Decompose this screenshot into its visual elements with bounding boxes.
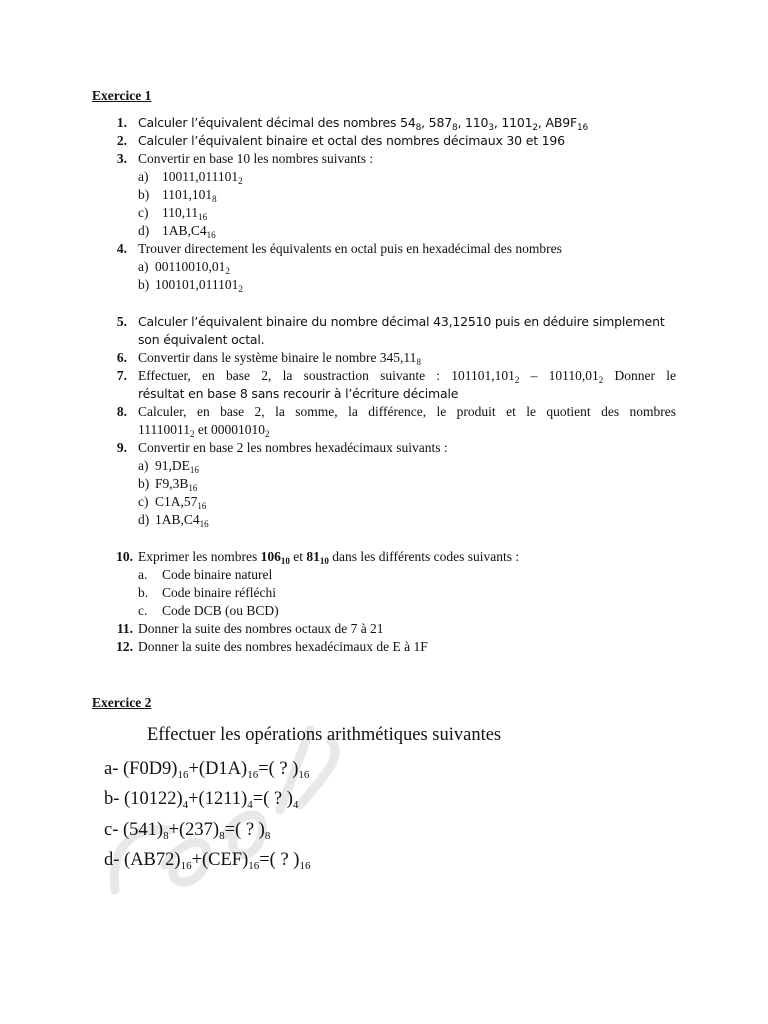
text-run: Convertir en base 10 les nombres suivants : [138, 151, 374, 166]
text-run: +(CEF) [191, 850, 249, 870]
base-subscript: 16 [189, 465, 199, 475]
base-subscript: 3 [488, 123, 494, 133]
base-subscript: 16 [188, 483, 198, 493]
text-run: c- (541) [104, 820, 164, 840]
base-subscript: 16 [177, 769, 189, 781]
sub-label: b. [138, 585, 149, 600]
text-run: , AB9F [537, 115, 577, 130]
text-run: 1AB,C4 [155, 512, 200, 527]
item-number: 6. [116, 350, 127, 365]
sub-item-c [162, 204, 207, 222]
text-run: 1AB,C4 [162, 223, 207, 238]
item-8-text [138, 403, 676, 421]
plain-label: d) [138, 512, 150, 527]
text-run: , 587 [421, 115, 452, 130]
text-run: 1101,101 [162, 187, 213, 202]
item-6-text [138, 349, 421, 367]
item-4-text [138, 240, 562, 258]
item-number: 9. [116, 440, 127, 455]
text-run: Code binaire réfléchi [162, 585, 276, 600]
item-4a [155, 258, 230, 276]
sub-item-c [162, 602, 279, 620]
base-subscript: 2 [514, 375, 520, 385]
text-run: son équivalent octal. [138, 332, 265, 347]
text-run: F9,3B [155, 476, 189, 491]
bold-number: 106 [260, 549, 281, 564]
text-run: d- (AB72) [104, 850, 181, 870]
sub-item-a [162, 566, 272, 584]
item-1-text [138, 114, 588, 132]
base-subscript: 10 [319, 556, 329, 566]
item-10-text [138, 548, 519, 566]
text-run: 00110010,01 [155, 259, 226, 274]
item-9c [155, 493, 206, 511]
base-subscript: 16 [180, 860, 192, 872]
text-run: 110,11 [162, 205, 199, 220]
base-subscript: 16 [206, 230, 216, 240]
item-7-text [138, 367, 676, 385]
item-number: 12. [116, 639, 133, 654]
sub-item-b [162, 584, 276, 602]
base-subscript: 8 [415, 123, 422, 133]
base-subscript: 4 [247, 799, 253, 811]
text-run: Convertir dans le système binaire le nombre 345,11 [138, 350, 417, 365]
text-run: Code binaire naturel [162, 567, 273, 582]
base-subscript: 16 [248, 860, 260, 872]
item-11-text [138, 620, 384, 638]
plain-label: b) [138, 476, 150, 491]
text-run: – 10110,01 [519, 368, 599, 383]
item-12-text [138, 638, 428, 656]
text-run: a- (F0D9) [104, 759, 178, 779]
base-subscript: 2 [265, 429, 270, 439]
base-subscript: 8 [219, 830, 225, 842]
sub-item-a [162, 168, 243, 186]
base-subscript: 8 [264, 830, 271, 842]
base-subscript: 4 [292, 799, 299, 811]
text-run: Code DCB (ou BCD) [162, 603, 279, 618]
text-run: Donner la suite des nombres octaux de 7 à 21 [138, 621, 384, 636]
text-run: 10011,011101 [162, 169, 239, 184]
item-number: 3. [116, 151, 127, 166]
item-number: 8. [116, 404, 127, 419]
bold-number: 81 [306, 549, 320, 564]
item-number: 1. [116, 115, 127, 130]
text-run: , 1101 [493, 115, 533, 130]
text-run: et [289, 549, 307, 564]
item-4b [155, 276, 243, 294]
sub-label: b) [138, 187, 150, 202]
exercise2-title: Exercice 2 [92, 695, 152, 710]
operation-a [104, 757, 309, 781]
sub-item-d [162, 222, 216, 240]
exercise2-instruction: Effectuer les opérations arithmétiques suivantes [147, 725, 502, 745]
base-subscript: 2 [190, 429, 195, 439]
text-run: Exprimer les nombres [138, 549, 261, 564]
plain-label: c) [138, 494, 149, 509]
base-subscript: 8 [212, 194, 217, 204]
text-run: =( ? ) [224, 820, 265, 840]
item-number: 2. [116, 133, 127, 148]
item-3-text [138, 150, 373, 168]
text-run: , 110 [457, 115, 489, 130]
plain-label: a) [138, 259, 149, 274]
plain-label: b) [138, 277, 150, 292]
operation-b [104, 787, 298, 811]
item-5-text [138, 313, 665, 331]
base-subscript: 16 [247, 769, 259, 781]
item-8-cont [138, 421, 270, 439]
text-run: résultat en base 8 sans recourir à l’écriture décimale [138, 386, 459, 401]
item-9-text [138, 439, 448, 457]
base-subscript: 16 [198, 212, 208, 222]
base-subscript: 2 [238, 176, 243, 186]
plain-label: a) [138, 458, 149, 473]
text-run: 91,DE [155, 458, 190, 473]
text-run: 100101,011101 [155, 277, 239, 292]
base-subscript: 2 [598, 375, 604, 385]
text-run: +(1211) [188, 789, 248, 809]
text-run: Donner le [603, 368, 676, 383]
base-subscript: 8 [416, 357, 421, 367]
text-run: =( ? ) [252, 789, 293, 809]
base-subscript: 2 [532, 123, 538, 133]
text-run: dans les différents codes suivants : [328, 549, 520, 564]
item-9a [155, 457, 199, 475]
base-subscript: 2 [238, 284, 243, 294]
text-run: =( ? ) [259, 850, 300, 870]
base-subscript: 16 [576, 123, 589, 133]
item-number: 5. [116, 314, 127, 329]
base-subscript: 10 [280, 556, 290, 566]
text-run: b- (10122) [104, 789, 183, 809]
text-run: Calculer l’équivalent binaire du nombre décimal 43,12510 puis en déduire simplement [138, 314, 665, 329]
base-subscript: 16 [199, 519, 209, 529]
item-number: 7. [116, 368, 127, 383]
text-run: 11110011 [138, 422, 190, 437]
item-9d [155, 511, 209, 529]
sub-label: a) [138, 169, 149, 184]
text-run: +(237) [168, 820, 220, 840]
base-subscript: 8 [451, 123, 458, 133]
text-run: Convertir en base 2 les nombres hexadécimaux suivants : [138, 440, 448, 455]
text-run: Donner la suite des nombres hexadécimaux de E à 1F [138, 639, 428, 654]
base-subscript: 16 [197, 501, 207, 511]
text-run: Calculer l’équivalent binaire et octal des nombres décimaux 30 et 196 [138, 133, 565, 148]
sub-label: a. [138, 567, 148, 582]
text-run: Trouver directement les équivalents en octal puis en hexadécimal des nombres [138, 241, 562, 256]
text-run: C1A,57 [155, 494, 198, 509]
sub-item-b [162, 186, 217, 204]
text-run: Calculer, en base 2, la somme, la différence, le produit et le quotient des nombres [138, 404, 676, 419]
item-number: 4. [116, 241, 127, 256]
item-number: 10. [116, 549, 133, 564]
sub-label: d) [138, 223, 150, 238]
text-run: Calculer l’équivalent décimal des nombres 54 [138, 115, 416, 130]
sub-label: c) [138, 205, 149, 220]
operation-c [104, 818, 270, 842]
text-run: +(D1A) [188, 759, 248, 779]
base-subscript: 8 [163, 830, 169, 842]
item-9b [155, 475, 197, 493]
exercise1-title: Exercice 1 [92, 88, 152, 103]
base-subscript: 2 [225, 266, 230, 276]
base-subscript: 4 [182, 799, 189, 811]
text-run: et 00001010 [194, 422, 265, 437]
base-subscript: 16 [299, 860, 311, 872]
item-5-cont [138, 331, 264, 349]
item-2-text [138, 132, 565, 150]
base-subscript: 16 [298, 769, 310, 781]
text-run: Effectuer, en base 2, la soustraction suivante : 101101,101 [138, 368, 515, 383]
item-7-cont [138, 385, 458, 403]
sub-label: c. [138, 603, 148, 618]
item-number: 11. [116, 621, 133, 636]
operation-d [104, 848, 310, 872]
text-run: =( ? ) [258, 759, 299, 779]
